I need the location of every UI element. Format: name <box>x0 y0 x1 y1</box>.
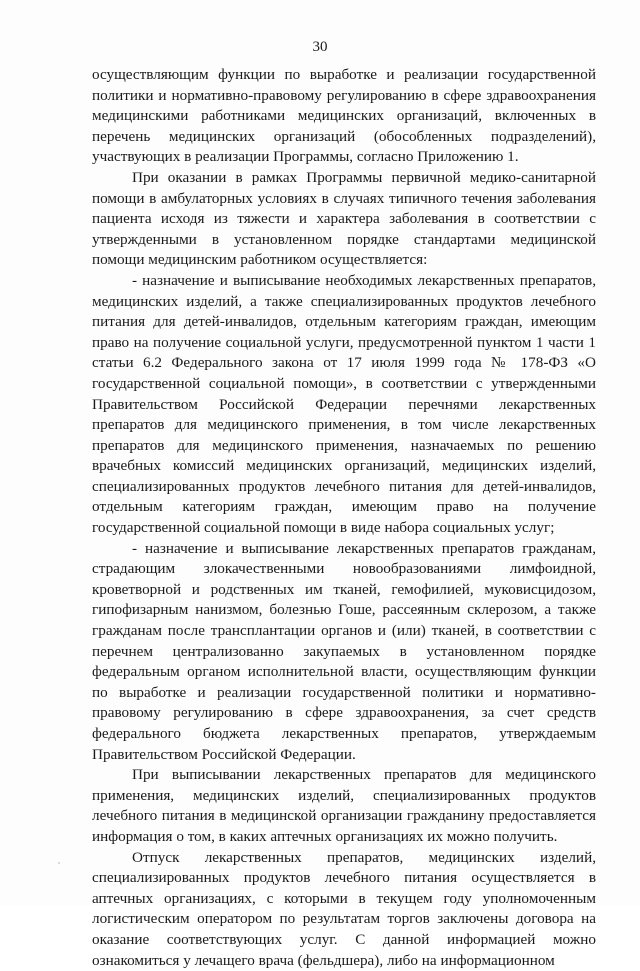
list-item-prescription-centralized: - назначение и выписывание лекарственных препаратов гражданам, страдающим злокачественными новообразованиями лимфоидной, кроветворной и родственных им тканей, гемофилией, муковисцидозом, гипофизарным нанизмом, болезнью Гоше, рассеянным склерозом, а также гражданам после трансплантации органов и (или) тканей, в соответствии с перечнем централизованно закупаемых в установленном порядке федеральным органом исполнительной власти, осуществляющим функции по выработке и реализации государственной политики и нормативно-правовому регулированию в сфере здравоохранения, за счет средств федерального бюджета лекарственных препаратов, утверждаемым Правительством Российской Федерации. <box>92 539 596 763</box>
paragraph-pharmacy-info: При выписывании лекарственных препаратов для медицинского применения, медицинских изделий, специализированных продуктов лечебного питания в медицинской организации гражданину предоставляется информация о том, в каких аптечных организациях их можно получить. <box>92 766 596 845</box>
paragraph-dispensing: Отпуск лекарственных препаратов, медицинских изделий, специализированных продуктов лечебного питания осуществляется в аптечных организациях, с которыми в текущем году уполномоченным логистическим оператором по результатам торгов заключены договора на оказание соответствующих услуг. С данной информацией можно ознакомиться у лечащего врача (фельдшера), либо на информационном <box>92 848 596 969</box>
page-number: 30 <box>312 39 328 55</box>
paragraph-continuation: осуществляющим функции по выработке и реализации государственной политики и нормативно-правовому регулированию в сфере здравоохранения медицинскими работниками медицинских организаций, включенных в перечень медицинских организаций (обособленных подразделений), участвующих в реализации Программы, согласно Приложению 1. <box>92 66 596 166</box>
document-body <box>92 65 596 971</box>
paragraph-primary-care: При оказании в рамках Программы первичной медико-санитарной помощи в амбулаторных условиях в случаях типичного течения заболевания пациента исходя из тяжести и характера заболевания в соответствии с утвержденными в установленном порядке стандартами медицинской помощи медицинским работником осуществляется: <box>92 168 596 269</box>
scan-artifact <box>58 862 60 864</box>
list-item-prescription-social: - назначение и выписывание необходимых лекарственных препаратов, медицинских изделий, а также специализированных продуктов лечебного питания для детей-инвалидов, отдельным категориям граждан, имеющим право на получение социальной услуги, предусмотренной пунктом 1 части 1 статьи 6.2 Федерального закона от 17 июля 1999 года № 178-ФЗ «О государственной социальной помощи», в соответствии с утвержденными Правительством Российской Федерации перечнями лекарственных препаратов для медицинского применения, в том числе лекарственных препаратов для медицинского применения, назначаемых по решению врачебных комиссий медицинских организаций, медицинских изделий, специализированных продуктов лечебного питания для детей-инвалидов, отдельным категориям граждан, имеющим право на получение государственной социальной помощи в виде набора социальных услуг; <box>92 271 596 537</box>
